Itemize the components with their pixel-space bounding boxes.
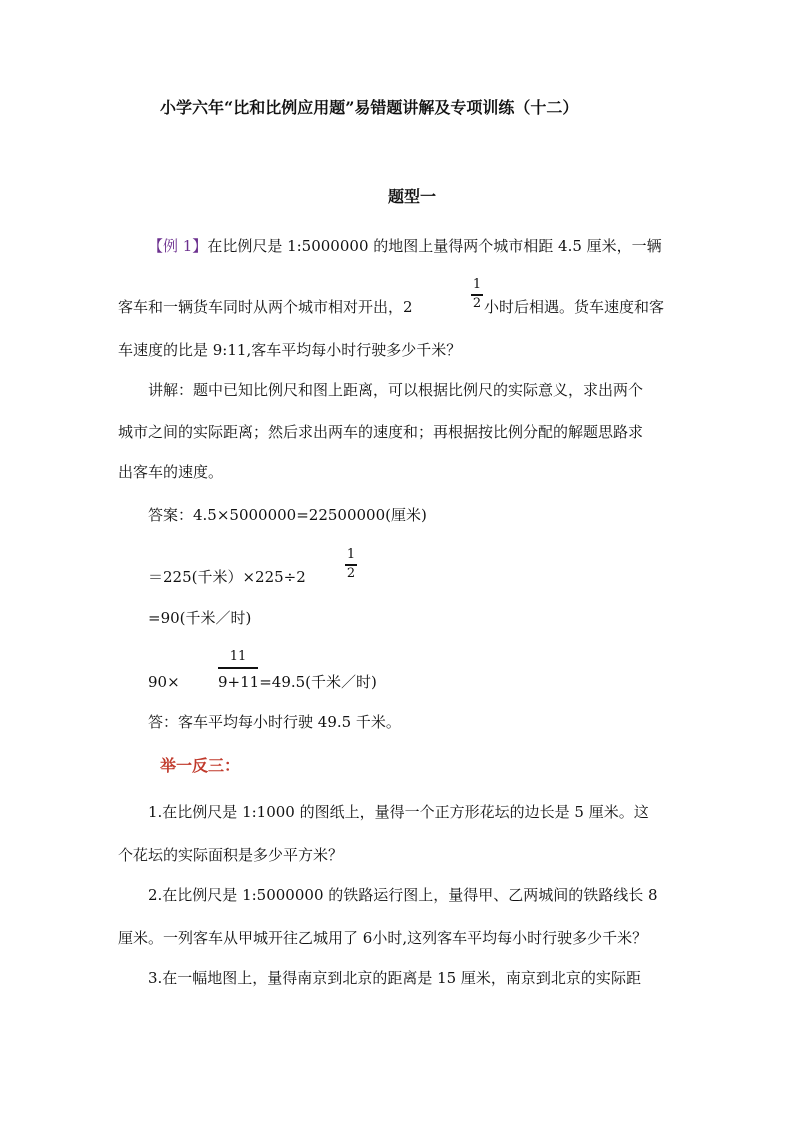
example-text-1: 在比例尺是 1:5000000 的地图上量得两个城市相距 4.5 厘米，一辆 — [207, 237, 662, 255]
answer-line-1: 答案：4.5×5000000=22500000(厘米) — [148, 506, 427, 524]
fraction-numerator: 11 — [229, 649, 247, 664]
answer-line-4b — [218, 672, 377, 692]
practice-1-line-1: 1.在比例尺是 1:1000 的图纸上，量得一个正方形花坛的边长是 5 厘米。这 — [148, 803, 649, 821]
answer-line-2: ＝225(千米）×225÷2 — [148, 568, 306, 586]
explain-line-2: 城市之间的实际距离；然后求出两车的速度和；再根据按比例分配的解题思路求 — [118, 423, 644, 441]
page-title: 小学六年“比和比例应用题”易错题讲解及专项训练（十二） — [160, 98, 579, 117]
example-line-3: 车速度的比是 9:11,客车平均每小时行驶多少千米？ — [118, 341, 462, 359]
example-tag: 【例 1】 — [148, 237, 208, 255]
answer-result: =49.5(千米／时) — [259, 673, 377, 691]
practice-heading: 举一反三： — [160, 756, 241, 775]
practice-2-line-2: 厘米。一列客车从甲城开往乙城用了 6小时,这列客车平均每小时行驶多少千米？ — [118, 929, 648, 947]
explain-line-1: 讲解：题中已知比例尺和图上距离，可以根据比例尺的实际意义，求出两个 — [148, 381, 644, 399]
fraction-half-2 — [344, 548, 358, 581]
example-line-2a: 客车和一辆货车同时从两个城市相对开出，2 — [118, 298, 413, 316]
practice-2-line-1: 2.在比例尺是 1:5000000 的铁路运行图上，量得甲、乙两城间的铁路线长 8 — [148, 886, 658, 904]
practice-1-line-2: 个花坛的实际面积是多少平方米？ — [118, 846, 344, 864]
answer-line-4a: 90× — [148, 673, 180, 691]
example-line-1 — [148, 236, 662, 256]
fraction-numerator: 1 — [472, 277, 482, 292]
fraction-half-1 — [470, 278, 484, 311]
fraction-denominator: 2 — [472, 296, 482, 311]
section-heading: 题型一 — [388, 187, 437, 206]
fraction-denominator: 2 — [346, 566, 356, 581]
explain-line-3: 出客车的速度。 — [118, 463, 224, 481]
fraction-eleven-twentieths — [218, 650, 258, 664]
fraction-numerator: 1 — [346, 547, 356, 562]
answer-line-3: =90(千米／时) — [148, 609, 252, 627]
practice-3-line-1: 3.在一幅地图上，量得南京到北京的距离是 15 厘米，南京到北京的实际距 — [148, 969, 641, 987]
answer-line-5: 答：客车平均每小时行驶 49.5 千米。 — [148, 713, 401, 731]
fraction-denominator: 9+11 — [218, 673, 260, 691]
example-line-2b: 小时后相遇。货车速度和客 — [484, 298, 665, 316]
